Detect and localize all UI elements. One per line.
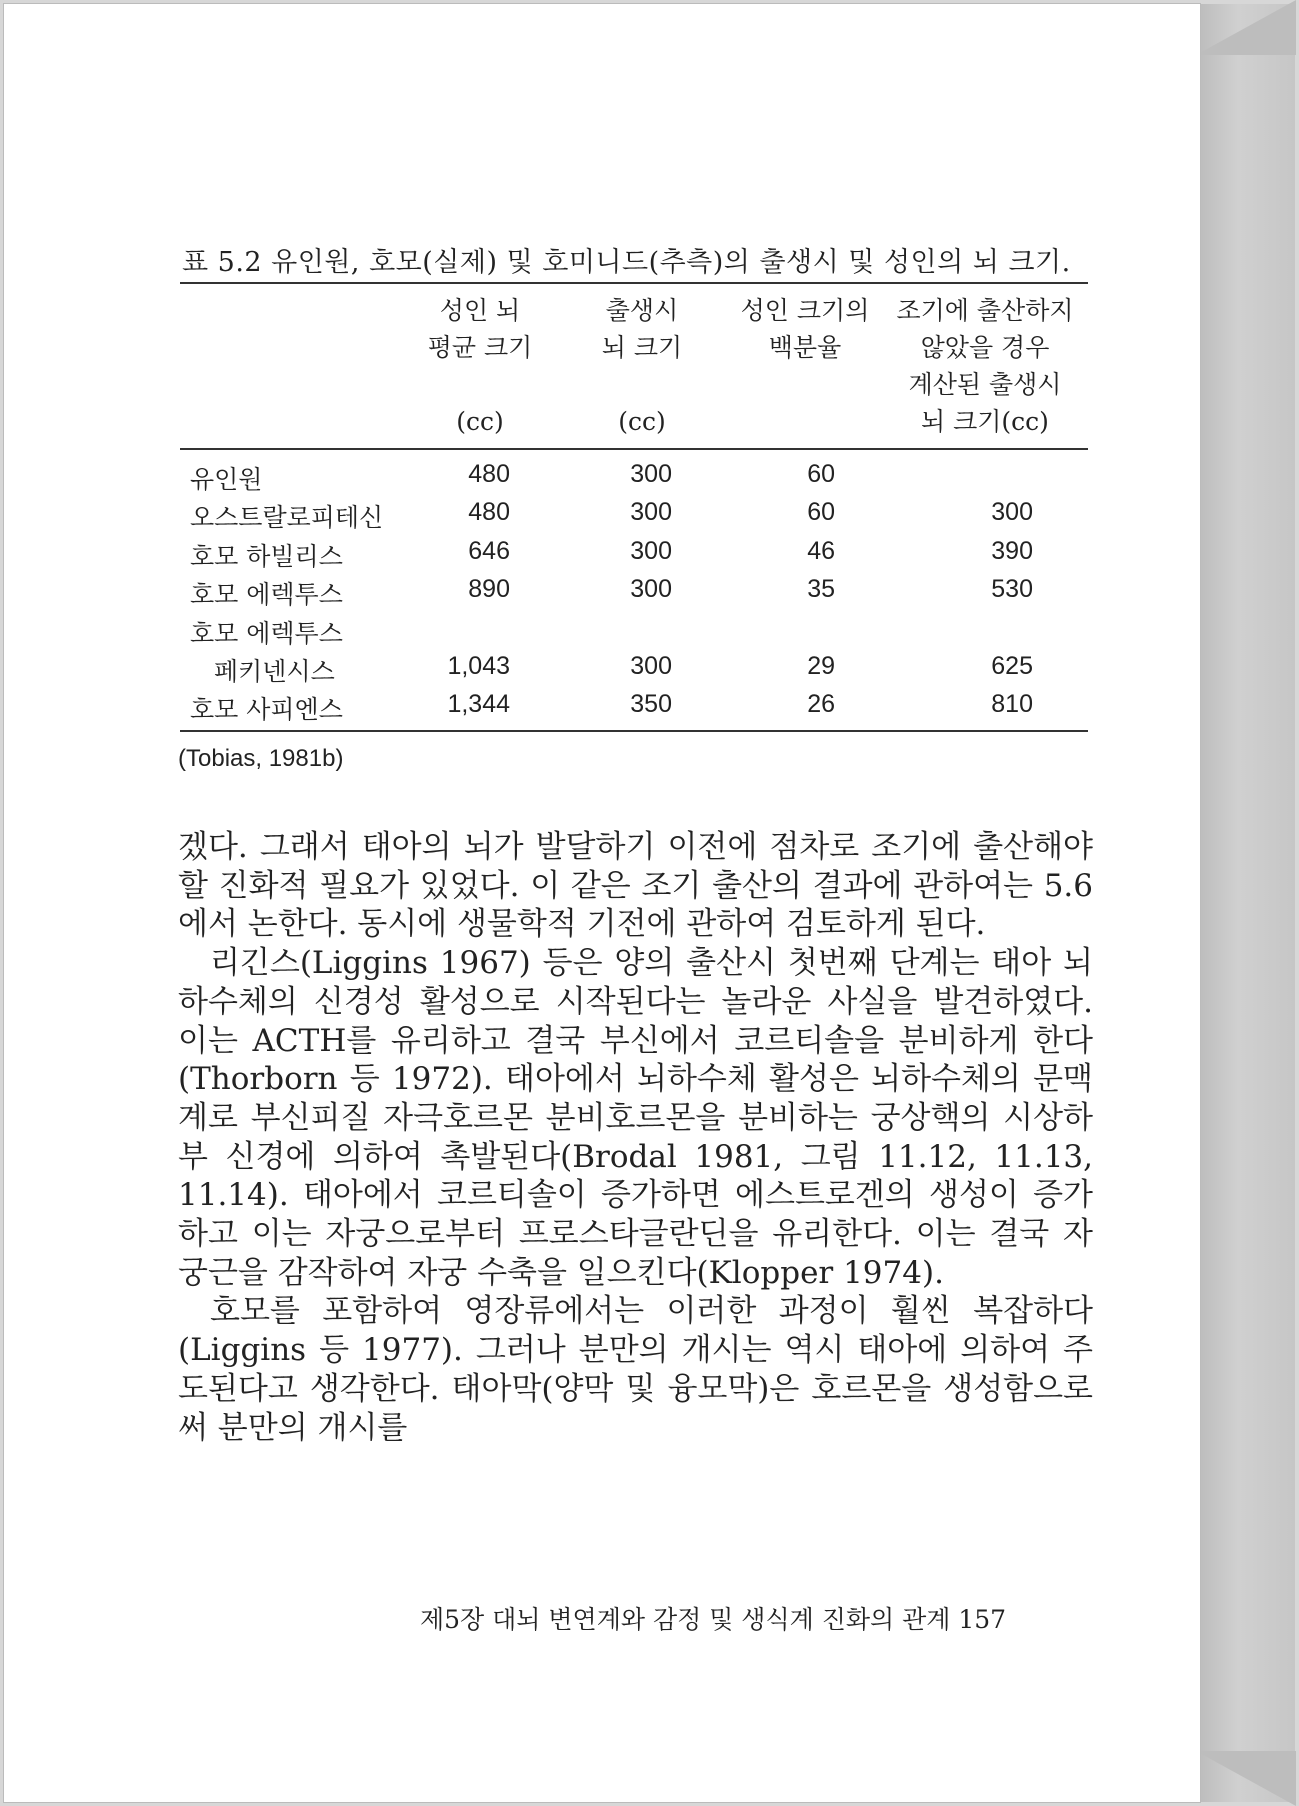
header-line: 않았을 경우 <box>920 333 1050 362</box>
header-line: 성인 뇌 <box>439 296 521 325</box>
paragraph: 리긴스(Liggins 1967) 등은 양의 출산시 첫번째 단계는 태아 뇌하수체의 신경성 활성으로 시작된다는 놀라운 사실을 발견하였다. 이는 ACTH를 유리하고 결국 부신에서 코르티솔을 분비하게 한다(Thorborn 등 1972). 태아에서 뇌하수체 활성은 뇌하수체의 문맥계로 부신피질 자극호르몬 분비호르몬을 분비하는 궁상핵의 시상하부 신경에 의하여 촉발된다(Brodal 1981, 그림 11.12, 11.13, 11.14). 태아에서 코르티솔이 증가하면 에스트로겐의 생성이 증가하고 이는 자궁으로부터 프로스타글란딘을 유리한다. 이는 결국 자궁근을 감작하여 자궁 수축을 일으킨다(Klopper 1974). <box>178 945 1093 1291</box>
header-line: 출생시 <box>605 296 679 325</box>
cell-percent: 29 <box>807 652 835 680</box>
book-spine-bottom <box>1196 1751 1296 1806</box>
cell-calculated: 625 <box>991 652 1033 680</box>
table-source: (Tobias, 1981b) <box>178 745 344 772</box>
header-line: 성인 크기의 <box>740 296 870 325</box>
row-label: 오스트랄로피테신 <box>190 503 384 532</box>
cell-adult: 480 <box>468 498 510 526</box>
paragraph: 호모를 포함하여 영장류에서는 이러한 과정이 훨씬 복잡하다(Liggins 등 1977). 그러나 분만의 개시는 역시 태아에 의하여 주도된다고 생각한다. 태아막(양막 및 융모막)은 호르몬을 생성함으로써 분만의 개시를 <box>178 1293 1093 1446</box>
header-percent <box>730 292 880 366</box>
header-unit: (cc) <box>618 407 666 436</box>
header-line: 뇌 크기(cc) <box>921 407 1049 436</box>
header-line: 평균 크기 <box>427 333 533 362</box>
cell-birth: 300 <box>630 537 672 565</box>
cell-adult: 646 <box>468 537 510 565</box>
cell-percent: 60 <box>807 498 835 526</box>
cell-birth: 300 <box>630 498 672 526</box>
cell-birth: 300 <box>630 575 672 603</box>
cell-calculated: 810 <box>991 690 1033 718</box>
book-spine <box>1200 4 1295 1802</box>
header-line: 뇌 크기 <box>601 333 683 362</box>
header-line: 계산된 출생시 <box>908 370 1062 399</box>
cell-adult: 1,344 <box>447 690 510 718</box>
header-line: 백분율 <box>768 333 842 362</box>
cell-birth: 350 <box>630 690 672 718</box>
cell-adult: 1,043 <box>447 652 510 680</box>
cell-percent: 60 <box>807 460 835 488</box>
cell-calculated: 390 <box>991 537 1033 565</box>
page-footer: 제5장 대뇌 변연계와 감정 및 생식계 진화의 관계 157 <box>420 1605 1007 1634</box>
cell-adult: 480 <box>468 460 510 488</box>
row-label: 호모 에렉투스 <box>190 580 343 609</box>
cell-percent: 26 <box>807 690 835 718</box>
cell-calculated: 530 <box>991 575 1033 603</box>
row-label: 유인원 <box>190 465 263 494</box>
paragraph: 겠다. 그래서 태아의 뇌가 발달하기 이전에 점차로 조기에 출산해야 할 진화적 필요가 있었다. 이 같은 조기 출산의 결과에 관하여는 5.6에서 논한다. 동시에 생물학적 기전에 관하여 검토하게 된다. <box>178 829 1093 943</box>
header-line: 조기에 출산하지 <box>896 296 1074 325</box>
cell-birth: 300 <box>630 652 672 680</box>
table-bottom-rule <box>180 730 1088 732</box>
header-adult-brain <box>410 292 550 440</box>
row-label: 호모 하빌리스 <box>190 542 343 571</box>
row-label: 호모 에렉투스 <box>190 619 343 648</box>
cell-adult: 890 <box>468 575 510 603</box>
cell-percent: 46 <box>807 537 835 565</box>
body-text <box>178 828 1093 1447</box>
header-birth-brain <box>572 292 712 440</box>
book-spine-top <box>1196 0 1296 55</box>
cell-percent: 35 <box>807 575 835 603</box>
row-label: 호모 사피엔스 <box>190 695 343 724</box>
header-unit: (cc) <box>456 407 504 436</box>
row-label: 페키넨시스 <box>214 657 335 686</box>
table-header-rule <box>180 448 1088 450</box>
table-caption: 표 5.2 유인원, 호모(실제) 및 호미니드(추측)의 출생시 및 성인의 뇌 크기. <box>182 247 1071 278</box>
cell-calculated: 300 <box>991 498 1033 526</box>
header-calculated <box>885 292 1085 440</box>
cell-birth: 300 <box>630 460 672 488</box>
table-top-rule <box>180 282 1088 284</box>
